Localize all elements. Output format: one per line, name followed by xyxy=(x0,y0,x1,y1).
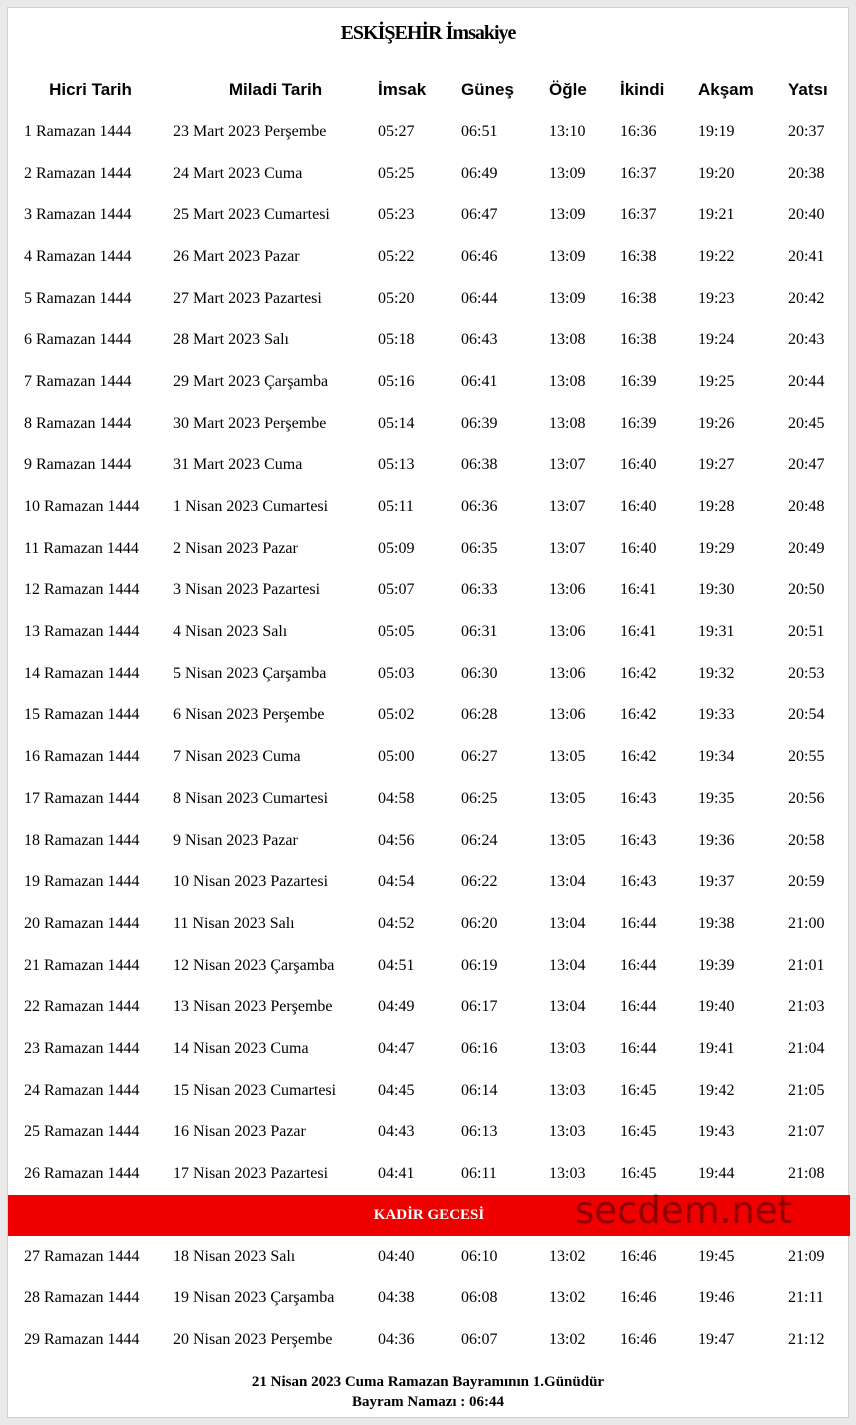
table-row xyxy=(8,528,850,570)
cell-miladi-tarih: 5 Nisan 2023 Çarşamba xyxy=(173,664,327,682)
cell-ogle: 13:03 xyxy=(549,1081,586,1099)
cell-yatsi: 21:08 xyxy=(788,1165,825,1183)
cell-yatsi: 20:41 xyxy=(788,247,825,265)
cell-hicri-tarih: 28 Ramazan 1444 xyxy=(24,1289,140,1307)
cell-ikindi: 16:44 xyxy=(620,1039,657,1057)
cell-miladi-tarih: 10 Nisan 2023 Pazartesi xyxy=(173,873,329,891)
cell-imsak: 05:20 xyxy=(378,289,415,307)
cell-yatsi: 20:42 xyxy=(788,289,825,307)
table-row xyxy=(8,1236,850,1278)
cell-ikindi: 16:46 xyxy=(620,1247,657,1265)
cell-imsak: 04:40 xyxy=(378,1247,415,1265)
cell-ogle: 13:04 xyxy=(549,956,586,974)
cell-ikindi: 16:41 xyxy=(620,623,657,641)
cell-aksam: 19:36 xyxy=(698,831,735,849)
cell-aksam: 19:26 xyxy=(698,414,735,432)
cell-hicri-tarih: 20 Ramazan 1444 xyxy=(24,914,140,932)
cell-imsak: 05:22 xyxy=(378,247,415,265)
cell-hicri-tarih: 2 Ramazan 1444 xyxy=(24,164,132,182)
cell-gunes: 06:13 xyxy=(461,1123,498,1141)
cell-ogle: 13:04 xyxy=(549,998,586,1016)
cell-yatsi: 20:43 xyxy=(788,331,825,349)
cell-gunes: 06:14 xyxy=(461,1081,498,1099)
table-row xyxy=(8,236,850,278)
cell-imsak: 05:18 xyxy=(378,331,415,349)
cell-miladi-tarih: 18 Nisan 2023 Salı xyxy=(173,1247,296,1265)
cell-aksam: 19:24 xyxy=(698,331,735,349)
watermark-text: secdem.net xyxy=(575,1189,793,1232)
cell-aksam: 19:46 xyxy=(698,1289,735,1307)
cell-yatsi: 20:44 xyxy=(788,372,825,390)
cell-imsak: 04:51 xyxy=(378,956,415,974)
cell-yatsi: 20:45 xyxy=(788,414,825,432)
cell-ogle: 13:07 xyxy=(549,498,586,516)
cell-miladi-tarih: 27 Mart 2023 Pazartesi xyxy=(173,289,322,307)
cell-miladi-tarih: 17 Nisan 2023 Pazartesi xyxy=(173,1165,329,1183)
header-miladi-tarih: Miladi Tarih xyxy=(228,80,323,99)
cell-aksam: 19:45 xyxy=(698,1247,735,1265)
cell-hicri-tarih: 16 Ramazan 1444 xyxy=(24,748,140,766)
cell-aksam: 19:44 xyxy=(698,1165,735,1183)
cell-gunes: 06:16 xyxy=(461,1039,498,1057)
cell-imsak: 05:09 xyxy=(378,539,415,557)
cell-ikindi: 16:46 xyxy=(620,1331,657,1349)
cell-imsak: 04:43 xyxy=(378,1123,415,1141)
cell-miladi-tarih: 13 Nisan 2023 Perşembe xyxy=(173,998,333,1016)
cell-ikindi: 16:45 xyxy=(620,1165,657,1183)
cell-aksam: 19:23 xyxy=(698,289,735,307)
cell-yatsi: 20:37 xyxy=(788,122,825,140)
cell-ogle: 13:08 xyxy=(549,414,586,432)
cell-yatsi: 21:09 xyxy=(788,1247,825,1265)
cell-miladi-tarih: 7 Nisan 2023 Cuma xyxy=(173,748,301,766)
cell-ogle: 13:04 xyxy=(549,914,586,932)
table-row xyxy=(8,194,850,236)
cell-ogle: 13:05 xyxy=(549,789,586,807)
cell-imsak: 04:52 xyxy=(378,914,415,932)
cell-ikindi: 16:38 xyxy=(620,289,657,307)
cell-hicri-tarih: 22 Ramazan 1444 xyxy=(24,998,140,1016)
cell-gunes: 06:28 xyxy=(461,706,498,724)
table-body xyxy=(8,111,850,1361)
cell-ikindi: 16:41 xyxy=(620,581,657,599)
cell-ikindi: 16:40 xyxy=(620,539,657,557)
cell-hicri-tarih: 26 Ramazan 1444 xyxy=(24,1165,140,1183)
cell-ikindi: 16:40 xyxy=(620,498,657,516)
cell-miladi-tarih: 20 Nisan 2023 Perşembe xyxy=(173,1331,333,1349)
cell-imsak: 04:41 xyxy=(378,1165,415,1183)
cell-yatsi: 20:51 xyxy=(788,623,825,641)
table-row xyxy=(8,403,850,445)
cell-ogle: 13:03 xyxy=(549,1123,586,1141)
cell-hicri-tarih: 10 Ramazan 1444 xyxy=(24,498,140,516)
cell-ikindi: 16:45 xyxy=(620,1081,657,1099)
table-row xyxy=(8,986,850,1028)
cell-ogle: 13:08 xyxy=(549,372,586,390)
cell-ogle: 13:02 xyxy=(549,1247,586,1265)
cell-ikindi: 16:39 xyxy=(620,414,657,432)
table-row xyxy=(8,361,850,403)
cell-ogle: 13:07 xyxy=(549,539,586,557)
table-header-row xyxy=(8,69,850,111)
prayer-times-table xyxy=(8,69,850,1361)
cell-aksam: 19:40 xyxy=(698,998,735,1016)
cell-imsak: 05:00 xyxy=(378,748,415,766)
cell-gunes: 06:27 xyxy=(461,748,498,766)
cell-yatsi: 20:53 xyxy=(788,664,825,682)
cell-aksam: 19:32 xyxy=(698,664,735,682)
cell-hicri-tarih: 27 Ramazan 1444 xyxy=(24,1247,140,1265)
cell-aksam: 19:42 xyxy=(698,1081,735,1099)
cell-yatsi: 21:00 xyxy=(788,914,825,932)
cell-hicri-tarih: 1 Ramazan 1444 xyxy=(24,122,132,140)
cell-ikindi: 16:43 xyxy=(620,873,657,891)
cell-ikindi: 16:38 xyxy=(620,247,657,265)
cell-ogle: 13:05 xyxy=(549,831,586,849)
cell-imsak: 05:16 xyxy=(378,372,415,390)
cell-gunes: 06:43 xyxy=(461,331,498,349)
cell-imsak: 04:45 xyxy=(378,1081,415,1099)
cell-aksam: 19:39 xyxy=(698,956,735,974)
cell-gunes: 06:22 xyxy=(461,873,498,891)
cell-ikindi: 16:44 xyxy=(620,998,657,1016)
cell-aksam: 19:38 xyxy=(698,914,735,932)
cell-yatsi: 21:07 xyxy=(788,1123,825,1141)
page-title: ESKİŞEHİR İmsakiye xyxy=(340,22,516,44)
cell-aksam: 19:31 xyxy=(698,623,735,641)
cell-hicri-tarih: 13 Ramazan 1444 xyxy=(24,623,140,641)
cell-yatsi: 20:49 xyxy=(788,539,825,557)
table-row xyxy=(8,1112,850,1154)
cell-ikindi: 16:38 xyxy=(620,331,657,349)
table-row xyxy=(8,820,850,862)
cell-hicri-tarih: 9 Ramazan 1444 xyxy=(24,456,132,474)
cell-hicri-tarih: 23 Ramazan 1444 xyxy=(24,1039,140,1057)
cell-ikindi: 16:45 xyxy=(620,1123,657,1141)
cell-ogle: 13:09 xyxy=(549,289,586,307)
table-row xyxy=(8,486,850,528)
table-row xyxy=(8,153,850,195)
cell-yatsi: 20:56 xyxy=(788,789,825,807)
cell-ogle: 13:10 xyxy=(549,122,586,140)
table-row xyxy=(8,278,850,320)
cell-miladi-tarih: 2 Nisan 2023 Pazar xyxy=(173,539,298,557)
cell-hicri-tarih: 6 Ramazan 1444 xyxy=(24,331,132,349)
cell-imsak: 05:05 xyxy=(378,623,415,641)
cell-hicri-tarih: 3 Ramazan 1444 xyxy=(24,206,132,224)
footer-bayram-date: 21 Nisan 2023 Cuma Ramazan Bayramının 1.Günüdür xyxy=(251,1374,605,1390)
cell-ikindi: 16:43 xyxy=(620,831,657,849)
cell-miladi-tarih: 30 Mart 2023 Perşembe xyxy=(173,414,327,432)
cell-aksam: 19:27 xyxy=(698,456,735,474)
cell-aksam: 19:21 xyxy=(698,206,735,224)
cell-gunes: 06:17 xyxy=(461,998,498,1016)
cell-yatsi: 20:38 xyxy=(788,164,825,182)
cell-imsak: 05:07 xyxy=(378,581,415,599)
cell-ikindi: 16:44 xyxy=(620,914,657,932)
cell-gunes: 06:33 xyxy=(461,581,498,599)
header-hicri-tarih: Hicri Tarih xyxy=(49,80,132,99)
cell-hicri-tarih: 7 Ramazan 1444 xyxy=(24,372,132,390)
cell-gunes: 06:41 xyxy=(461,372,498,390)
cell-aksam: 19:30 xyxy=(698,581,735,599)
cell-ikindi: 16:36 xyxy=(620,122,657,140)
cell-gunes: 06:31 xyxy=(461,623,498,641)
cell-miladi-tarih: 14 Nisan 2023 Cuma xyxy=(173,1039,309,1057)
cell-gunes: 06:39 xyxy=(461,414,498,432)
cell-ogle: 13:07 xyxy=(549,456,586,474)
table-row xyxy=(8,570,850,612)
cell-aksam: 19:20 xyxy=(698,164,735,182)
cell-aksam: 19:35 xyxy=(698,789,735,807)
cell-imsak: 05:13 xyxy=(378,456,415,474)
cell-imsak: 05:11 xyxy=(378,498,414,516)
cell-ogle: 13:03 xyxy=(549,1165,586,1183)
cell-yatsi: 20:55 xyxy=(788,748,825,766)
header-ogle: Öğle xyxy=(549,80,587,99)
cell-imsak: 05:03 xyxy=(378,664,415,682)
cell-hicri-tarih: 29 Ramazan 1444 xyxy=(24,1331,140,1349)
header-imsak: İmsak xyxy=(378,80,427,99)
cell-gunes: 06:47 xyxy=(461,206,498,224)
cell-gunes: 06:36 xyxy=(461,498,498,516)
cell-gunes: 06:07 xyxy=(461,1331,498,1349)
cell-imsak: 04:47 xyxy=(378,1039,415,1057)
cell-yatsi: 20:40 xyxy=(788,206,825,224)
cell-miladi-tarih: 28 Mart 2023 Salı xyxy=(173,331,289,349)
cell-gunes: 06:49 xyxy=(461,164,498,182)
cell-yatsi: 21:04 xyxy=(788,1039,825,1057)
cell-hicri-tarih: 12 Ramazan 1444 xyxy=(24,581,140,599)
cell-imsak: 05:25 xyxy=(378,164,415,182)
cell-gunes: 06:08 xyxy=(461,1289,498,1307)
cell-ikindi: 16:42 xyxy=(620,664,657,682)
cell-miladi-tarih: 6 Nisan 2023 Perşembe xyxy=(173,706,325,724)
cell-ikindi: 16:42 xyxy=(620,706,657,724)
cell-gunes: 06:30 xyxy=(461,664,498,682)
cell-imsak: 04:36 xyxy=(378,1331,415,1349)
cell-gunes: 06:44 xyxy=(461,289,498,307)
cell-hicri-tarih: 15 Ramazan 1444 xyxy=(24,706,140,724)
cell-hicri-tarih: 11 Ramazan 1444 xyxy=(24,539,139,557)
cell-miladi-tarih: 4 Nisan 2023 Salı xyxy=(173,623,288,641)
cell-yatsi: 21:03 xyxy=(788,998,825,1016)
cell-ogle: 13:05 xyxy=(549,748,586,766)
cell-hicri-tarih: 4 Ramazan 1444 xyxy=(24,247,132,265)
cell-hicri-tarih: 21 Ramazan 1444 xyxy=(24,956,140,974)
cell-ogle: 13:06 xyxy=(549,623,586,641)
cell-miladi-tarih: 3 Nisan 2023 Pazartesi xyxy=(173,581,321,599)
cell-aksam: 19:25 xyxy=(698,372,735,390)
cell-miladi-tarih: 29 Mart 2023 Çarşamba xyxy=(173,372,329,390)
cell-miladi-tarih: 23 Mart 2023 Perşembe xyxy=(173,122,327,140)
table-row xyxy=(8,1278,850,1320)
cell-ikindi: 16:39 xyxy=(620,372,657,390)
cell-ikindi: 16:37 xyxy=(620,164,657,182)
cell-ogle: 13:08 xyxy=(549,331,586,349)
cell-yatsi: 20:58 xyxy=(788,831,825,849)
cell-gunes: 06:24 xyxy=(461,831,498,849)
cell-gunes: 06:51 xyxy=(461,122,498,140)
cell-yatsi: 21:01 xyxy=(788,956,825,974)
cell-miladi-tarih: 31 Mart 2023 Cuma xyxy=(173,456,303,474)
cell-miladi-tarih: 25 Mart 2023 Cumartesi xyxy=(173,206,330,224)
cell-gunes: 06:20 xyxy=(461,914,498,932)
cell-hicri-tarih: 8 Ramazan 1444 xyxy=(24,414,132,432)
cell-hicri-tarih: 14 Ramazan 1444 xyxy=(24,664,140,682)
footer-bayram-namazi: Bayram Namazı : 06:44 xyxy=(351,1394,505,1410)
cell-yatsi: 20:50 xyxy=(788,581,825,599)
cell-gunes: 06:19 xyxy=(461,956,498,974)
cell-aksam: 19:37 xyxy=(698,873,735,891)
cell-miladi-tarih: 8 Nisan 2023 Cumartesi xyxy=(173,789,329,807)
table-row xyxy=(8,1319,850,1361)
header-yatsi: Yatsı xyxy=(788,80,828,99)
table-row xyxy=(8,653,850,695)
cell-aksam: 19:33 xyxy=(698,706,735,724)
cell-imsak: 05:14 xyxy=(378,414,415,432)
cell-miladi-tarih: 11 Nisan 2023 Salı xyxy=(173,914,295,932)
cell-ogle: 13:03 xyxy=(549,1039,586,1057)
cell-yatsi: 20:47 xyxy=(788,456,825,474)
table-row xyxy=(8,778,850,820)
cell-ikindi: 16:40 xyxy=(620,456,657,474)
cell-imsak: 04:58 xyxy=(378,789,415,807)
cell-ikindi: 16:43 xyxy=(620,789,657,807)
cell-imsak: 05:23 xyxy=(378,206,415,224)
cell-yatsi: 21:11 xyxy=(788,1289,824,1307)
table-row xyxy=(8,1028,850,1070)
cell-yatsi: 20:48 xyxy=(788,498,825,516)
header-gunes: Güneş xyxy=(461,80,514,99)
cell-ogle: 13:02 xyxy=(549,1331,586,1349)
table-row xyxy=(8,736,850,778)
cell-aksam: 19:28 xyxy=(698,498,735,516)
cell-imsak: 04:54 xyxy=(378,873,415,891)
imsakiye-page xyxy=(7,7,849,1418)
cell-hicri-tarih: 18 Ramazan 1444 xyxy=(24,831,140,849)
cell-gunes: 06:11 xyxy=(461,1165,497,1183)
header-ikindi: İkindi xyxy=(620,80,665,99)
cell-miladi-tarih: 26 Mart 2023 Pazar xyxy=(173,247,300,265)
cell-ogle: 13:09 xyxy=(549,206,586,224)
cell-ogle: 13:04 xyxy=(549,873,586,891)
table-row xyxy=(8,903,850,945)
table-row xyxy=(8,445,850,487)
cell-aksam: 19:41 xyxy=(698,1039,735,1057)
table-row xyxy=(8,861,850,903)
cell-yatsi: 21:05 xyxy=(788,1081,825,1099)
cell-miladi-tarih: 9 Nisan 2023 Pazar xyxy=(173,831,298,849)
table-row xyxy=(8,319,850,361)
table-row xyxy=(8,945,850,987)
cell-hicri-tarih: 5 Ramazan 1444 xyxy=(24,289,132,307)
cell-ikindi: 16:44 xyxy=(620,956,657,974)
cell-gunes: 06:25 xyxy=(461,789,498,807)
kadir-gecesi-label: KADİR GECESİ xyxy=(8,1195,850,1236)
cell-hicri-tarih: 19 Ramazan 1444 xyxy=(24,873,140,891)
cell-ogle: 13:09 xyxy=(549,247,586,265)
cell-imsak: 05:02 xyxy=(378,706,415,724)
cell-gunes: 06:35 xyxy=(461,539,498,557)
cell-ikindi: 16:46 xyxy=(620,1289,657,1307)
cell-aksam: 19:43 xyxy=(698,1123,735,1141)
cell-ogle: 13:06 xyxy=(549,664,586,682)
cell-aksam: 19:34 xyxy=(698,748,735,766)
cell-aksam: 19:29 xyxy=(698,539,735,557)
cell-miladi-tarih: 1 Nisan 2023 Cumartesi xyxy=(173,498,329,516)
cell-hicri-tarih: 17 Ramazan 1444 xyxy=(24,789,140,807)
cell-miladi-tarih: 12 Nisan 2023 Çarşamba xyxy=(173,956,335,974)
cell-imsak: 05:27 xyxy=(378,122,415,140)
cell-imsak: 04:56 xyxy=(378,831,415,849)
cell-ogle: 13:06 xyxy=(549,706,586,724)
cell-miladi-tarih: 19 Nisan 2023 Çarşamba xyxy=(173,1289,335,1307)
cell-ogle: 13:06 xyxy=(549,581,586,599)
cell-ikindi: 16:37 xyxy=(620,206,657,224)
cell-hicri-tarih: 24 Ramazan 1444 xyxy=(24,1081,140,1099)
table-row xyxy=(8,1070,850,1112)
cell-gunes: 06:10 xyxy=(461,1247,498,1265)
cell-hicri-tarih: 25 Ramazan 1444 xyxy=(24,1123,140,1141)
cell-imsak: 04:38 xyxy=(378,1289,415,1307)
cell-yatsi: 21:12 xyxy=(788,1331,825,1349)
cell-gunes: 06:38 xyxy=(461,456,498,474)
cell-yatsi: 20:59 xyxy=(788,873,825,891)
table-row xyxy=(8,111,850,153)
table-row xyxy=(8,611,850,653)
cell-miladi-tarih: 15 Nisan 2023 Cumartesi xyxy=(173,1081,337,1099)
cell-yatsi: 20:54 xyxy=(788,706,825,724)
cell-ogle: 13:09 xyxy=(549,164,586,182)
cell-ikindi: 16:42 xyxy=(620,748,657,766)
cell-aksam: 19:22 xyxy=(698,247,735,265)
cell-aksam: 19:19 xyxy=(698,122,735,140)
cell-aksam: 19:47 xyxy=(698,1331,735,1349)
cell-ogle: 13:02 xyxy=(549,1289,586,1307)
header-aksam: Akşam xyxy=(698,80,754,99)
cell-gunes: 06:46 xyxy=(461,247,498,265)
table-row xyxy=(8,695,850,737)
cell-imsak: 04:49 xyxy=(378,998,415,1016)
cell-miladi-tarih: 24 Mart 2023 Cuma xyxy=(173,164,303,182)
cell-miladi-tarih: 16 Nisan 2023 Pazar xyxy=(173,1123,306,1141)
